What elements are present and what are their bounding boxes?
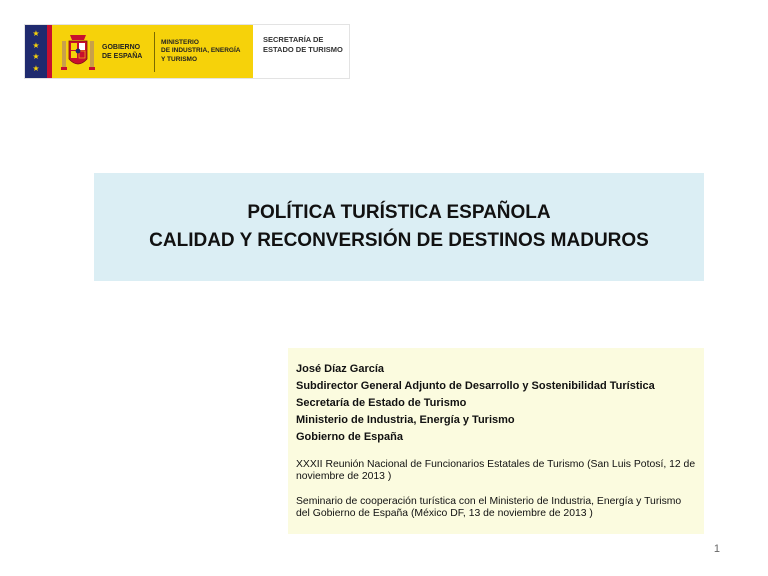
gov-line-1: GOBIERNO bbox=[102, 43, 141, 51]
government-logo-bar bbox=[24, 24, 350, 79]
secretaria-line-1: SECRETARÍA DE bbox=[263, 35, 324, 44]
title-box bbox=[94, 173, 704, 281]
title-line-1: POLÍTICA TURÍSTICA ESPAÑOLA bbox=[247, 202, 551, 223]
page-number: 1 bbox=[713, 543, 720, 555]
red-band bbox=[47, 25, 52, 78]
government-text bbox=[102, 43, 148, 61]
star-icon: ★ bbox=[32, 52, 40, 62]
event-2: Seminario de cooperación turística con el Ministerio de Industria, Energía y Turismo del Gobierno de España (México DF, 13 de noviembre de 2013 ) bbox=[296, 496, 682, 519]
eu-flag-strip bbox=[25, 25, 47, 78]
ministry-line-3: Y TURISMO bbox=[161, 55, 197, 63]
gov-line-2: DE ESPAÑA bbox=[102, 52, 143, 60]
star-icon: ★ bbox=[32, 40, 40, 50]
title-line-2: CALIDAD Y RECONVERSIÓN DE DESTINOS MADUROS bbox=[149, 230, 649, 251]
ministry-text bbox=[161, 39, 240, 65]
author-info-box bbox=[288, 348, 704, 534]
government-logo bbox=[25, 25, 253, 78]
author-ministry: Ministerio de Industria, Energía y Turismo bbox=[296, 414, 515, 426]
logo-divider bbox=[154, 32, 155, 72]
author-position: Subdirector General Adjunto de Desarrollo y Sostenibilidad Turística bbox=[296, 380, 655, 392]
author-government: Gobierno de España bbox=[296, 431, 403, 443]
author-secretaria: Secretaría de Estado de Turismo bbox=[296, 397, 467, 409]
ministry-line-1: MINISTERIO bbox=[161, 38, 199, 46]
event-1: XXXII Reunión Nacional de Funcionarios Estatales de Turismo (San Luis Potosí, 12 de noviembre de 2013 ) bbox=[296, 459, 696, 482]
secretaria-line-2: ESTADO DE TURISMO bbox=[263, 45, 343, 54]
secretaria-logo bbox=[253, 25, 349, 78]
star-icon: ★ bbox=[32, 28, 40, 38]
author-name: José Díaz García bbox=[296, 363, 385, 375]
star-icon: ★ bbox=[32, 64, 40, 74]
ministry-line-2: DE INDUSTRIA, ENERGÍA bbox=[161, 47, 241, 55]
coat-of-arms-icon bbox=[60, 31, 96, 73]
